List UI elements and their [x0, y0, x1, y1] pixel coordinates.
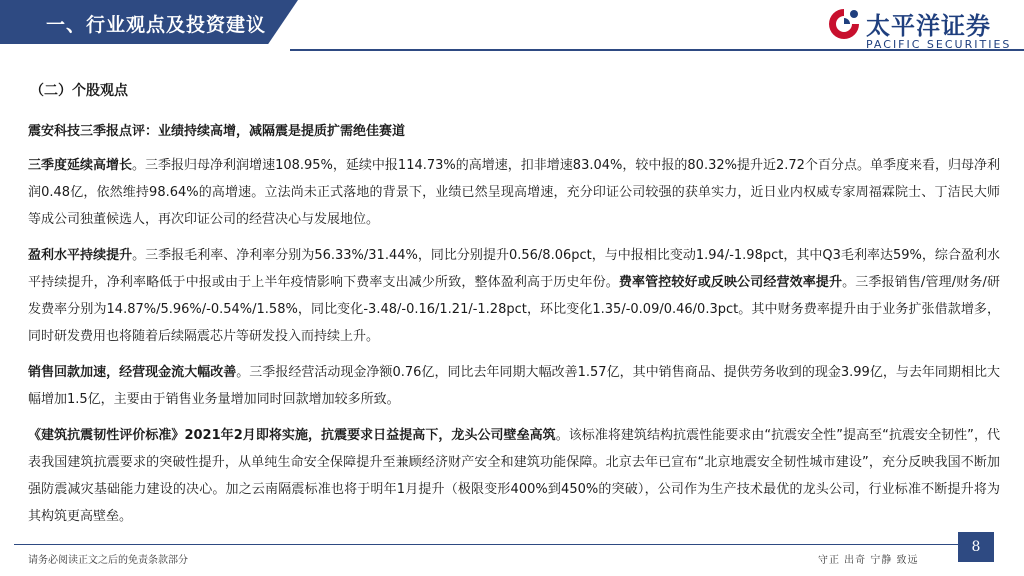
footer-motto: 守正 出奇 宁静 致远 — [818, 555, 919, 566]
logo-name-en: PACIFIC SECURITIES — [866, 38, 1012, 51]
paragraph-lead: 《建筑抗震韧性评价标准》2021年2月即将实施，抗震要求日益提高下，龙头公司壁垒高筑 — [28, 428, 556, 443]
paragraph-cashflow — [28, 359, 1000, 413]
page-title: 一、行业观点及投资建议 — [46, 14, 267, 36]
paragraph-lead: 盈利水平持续提升 — [28, 248, 133, 263]
paragraph-lead: 三季度延续高增长 — [28, 158, 133, 173]
article-body — [28, 118, 1000, 539]
paragraph-text: 。三季报毛利率、净利率分别为56.33%/31.44%，同比分别提升0.56/8.06pct，与中报相比变动1.94/-1.98pct，其中Q3毛利率达59%，综合盈利水平持续提升，净利率略低于中报或由于上半年疫情影响下费率支出减少所致，整体盈利高于历史年份。 — [28, 248, 1000, 290]
paragraph-growth — [28, 152, 1000, 233]
paragraph-text: 。三季报归母净利润增速108.95%，延续中报114.73%的高增速，扣非增速83.04%，较中报的80.32%提升近2.72个百分点。单季度来看，归母净利润0.48亿，依然维持98.64%的高增速。立法尚未正式落地的背景下，业绩已然呈现高增速，充分印证公司较强的获单实力，近日业内权威专家周福霖院士、丁洁民大师等成公司独董候选人，再次印证公司的经营决心与发展地位。 — [28, 158, 1000, 227]
footer-divider — [14, 544, 958, 545]
company-logo — [826, 6, 1016, 52]
paragraph-lead-2: 费率管控较好或反映公司经营效率提升 — [618, 275, 843, 290]
footer-disclaimer: 请务必阅读正文之后的免责条款部分 — [28, 555, 188, 566]
pacific-logo-icon — [826, 6, 862, 42]
paragraph-text-2: 。三季报销售/管理/财务/研发费率分别为14.87%/5.96%/-0.54%/1.58%，同比变化-3.48/-0.16/1.21/-1.28pct，环比变化1.35/-0.09/0.46/0.3pct。其中财务费率提升由于业务扩张借款增多，同时研发费用也将随着后续隔震芯片等研发投入而持续上升。 — [28, 275, 1000, 344]
paragraph-standard — [28, 422, 1000, 530]
paragraph-text: 。该标准将建筑结构抗震性能要求由“抗震安全性”提高至“抗震安全韧性”，代表我国建筑抗震要求的突破性提升，从单纯生命安全保障提升至兼顾经济财产安全和建筑功能保障。北京去年已宣布“北京地震安全韧性城市建设”，充分反映我国不断加强防震减灾基础能力建设的决心。加之云南隔震标准也将于明年1月提升（极限变形400%到450%的突破），公司作为生产技术最优的龙头公司，行业标准不断提升将为其构筑更高壁垒。 — [28, 428, 1000, 524]
page-number: 8 — [958, 532, 994, 562]
article-heading: 震安科技三季报点评：业绩持续高增，减隔震是提质扩需绝佳赛道 — [28, 124, 406, 139]
section-title: （二）个股观点 — [30, 83, 128, 99]
paragraph-profitability — [28, 242, 1000, 350]
logo-name-cn: 太平洋证券 — [866, 12, 991, 40]
paragraph-lead: 销售回款加速，经营现金流大幅改善 — [28, 365, 237, 380]
paragraph-text: 。三季报经营活动现金净额0.76亿，同比去年同期大幅改善1.57亿，其中销售商品、提供劳务收到的现金3.99亿，与去年同期相比大幅增加1.5亿，主要由于销售业务量增加同时回款增加较多所致。 — [28, 365, 1000, 407]
